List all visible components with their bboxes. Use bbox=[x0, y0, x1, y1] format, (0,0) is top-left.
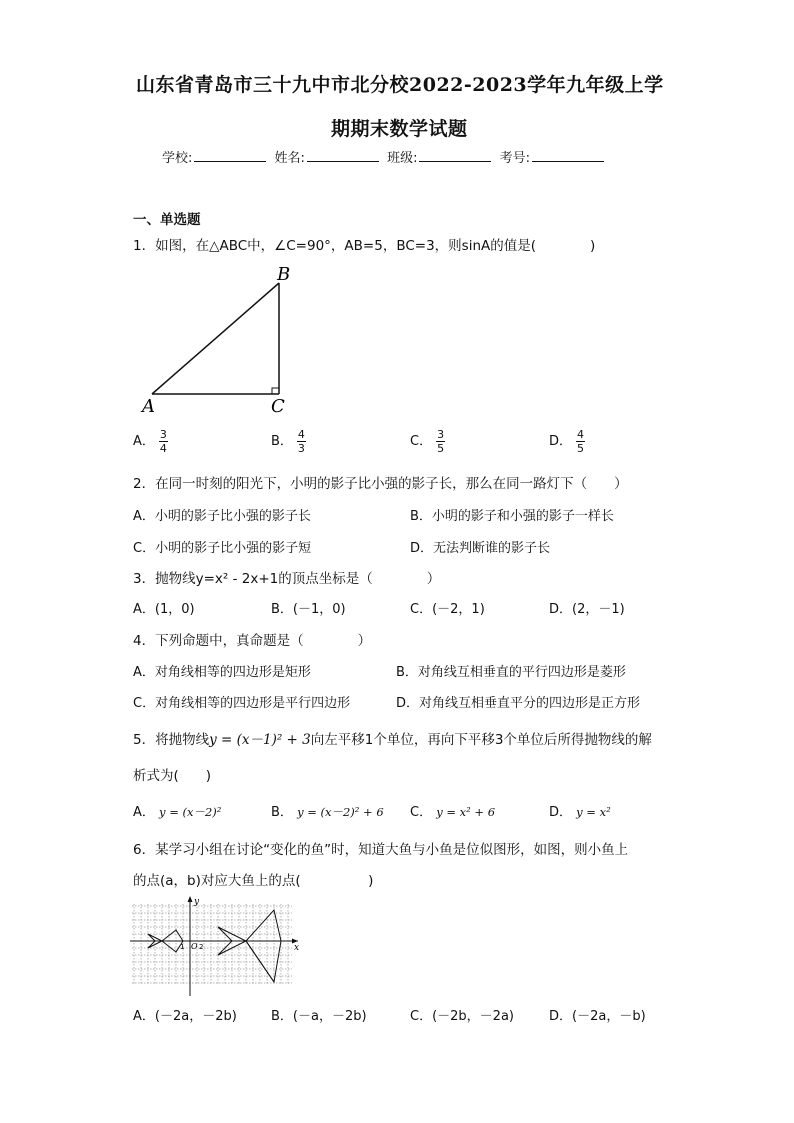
q4-option-d[interactable]: D．对角线互相垂直平分的四边形是正方形 bbox=[396, 696, 641, 711]
x-axis-label: x bbox=[294, 943, 300, 953]
q2-option-b[interactable]: B．小明的影子和小强的影子一样长 bbox=[410, 509, 614, 524]
q1-option-b[interactable]: B． $\frac{4}{3}$ bbox=[271, 428, 305, 455]
vertex-label-b: B bbox=[277, 264, 291, 285]
triangle-figure bbox=[138, 260, 308, 420]
q4-option-a[interactable]: A．对角线相等的四边形是矩形 bbox=[133, 665, 311, 680]
q3-option-c[interactable]: C．(－2，1) bbox=[410, 602, 485, 617]
q2-option-a[interactable]: A．小明的影子比小强的影子长 bbox=[133, 509, 311, 524]
number-blank[interactable] bbox=[532, 149, 604, 162]
name-label: 姓名: bbox=[274, 151, 305, 166]
school-label: 学校: bbox=[162, 151, 193, 166]
question-3-stem: 3．抛物线y=x² - 2x+1的顶点坐标是（ ） bbox=[133, 571, 441, 587]
vertex-label-c: C bbox=[271, 396, 285, 417]
q2-option-c[interactable]: C．小明的影子比小强的影子短 bbox=[133, 541, 312, 556]
name-blank[interactable] bbox=[307, 149, 379, 162]
big-fish-body bbox=[246, 910, 281, 982]
q3-option-a[interactable]: A．(1，0) bbox=[133, 602, 195, 617]
info-line bbox=[162, 147, 608, 166]
q1-option-a[interactable]: A． $\frac{3}{4}$ bbox=[133, 428, 167, 455]
tick-label-1: 1 bbox=[180, 943, 185, 951]
question-2-stem: 2．在同一时刻的阳光下，小明的影子比小强的影子长，那么在同一路灯下（ ） bbox=[133, 476, 628, 492]
y-axis-label: y bbox=[194, 897, 200, 907]
q3-option-b[interactable]: B．(－1，0) bbox=[271, 602, 346, 617]
y-axis-arrow-icon bbox=[188, 896, 193, 902]
origin-label: O bbox=[191, 942, 198, 951]
q5-expression: y = (x－1)² + 3 bbox=[209, 732, 311, 748]
q6-option-a[interactable]: A．(－2a，－2b) bbox=[133, 1009, 237, 1024]
question-4-stem: 4．下列命题中，真命题是（ ） bbox=[133, 633, 372, 649]
vertex-label-a: A bbox=[142, 396, 155, 417]
question-6-stem-line1: 6．某学习小组在讨论“变化的鱼”时，知道大鱼与小鱼是位似图形，如图，则小鱼上 bbox=[133, 842, 629, 858]
question-1-stem: 1．如图，在△ABC中，∠C=90°，AB=5，BC=3，则sinA的值是( ) bbox=[133, 238, 596, 254]
page-title-line2: 期期末数学试题 bbox=[331, 118, 468, 140]
q5-option-a[interactable]: A． y = (x－2)² bbox=[133, 805, 222, 820]
q3-expression: y=x² - 2x+1 bbox=[195, 571, 279, 587]
class-blank[interactable] bbox=[419, 149, 491, 162]
side-ab bbox=[152, 283, 279, 394]
q5-option-d[interactable]: D． y = x² bbox=[549, 805, 611, 820]
question-5-stem-line1: 5．将抛物线y = (x－1)² + 3向左平移1个单位，再向下平移3个单位后所得抛物线的解 bbox=[133, 732, 652, 748]
q4-option-b[interactable]: B．对角线互相垂直的平行四边形是菱形 bbox=[396, 665, 626, 680]
school-blank[interactable] bbox=[194, 149, 266, 162]
right-angle-mark bbox=[272, 388, 279, 394]
q6-option-c[interactable]: C．(－2b，－2a) bbox=[410, 1009, 514, 1024]
q1-option-c[interactable]: C． $\frac{3}{5}$ bbox=[410, 428, 445, 455]
question-5-stem-line2: 析式为( ) bbox=[133, 768, 212, 784]
q6-option-b[interactable]: B．(－a，－2b) bbox=[271, 1009, 367, 1024]
q5-option-c[interactable]: C． y = x² + 6 bbox=[410, 805, 496, 820]
question-6-stem-line2: 的点(a，b)对应大鱼上的点( ) bbox=[133, 873, 374, 889]
q2-option-d[interactable]: D．无法判断谁的影子长 bbox=[410, 541, 551, 556]
q5-option-b[interactable]: B． y = (x－2)² + 6 bbox=[271, 805, 384, 820]
fish-grid-figure bbox=[128, 892, 308, 1000]
q4-option-c[interactable]: C．对角线相等的四边形是平行四边形 bbox=[133, 696, 351, 711]
class-label: 班级: bbox=[387, 151, 418, 166]
tick-label-2: 2 bbox=[199, 943, 204, 951]
section-heading: 一、单选题 bbox=[133, 212, 201, 228]
page-title-line1: 山东省青岛市三十九中市北分校2022-2023学年九年级上学 bbox=[136, 74, 664, 96]
q6-option-d[interactable]: D．(－2a，－b) bbox=[549, 1009, 646, 1024]
q3-option-d[interactable]: D．(2，－1) bbox=[549, 602, 625, 617]
number-label: 考号: bbox=[499, 151, 530, 166]
q1-option-d[interactable]: D． $\frac{4}{5}$ bbox=[549, 428, 585, 455]
